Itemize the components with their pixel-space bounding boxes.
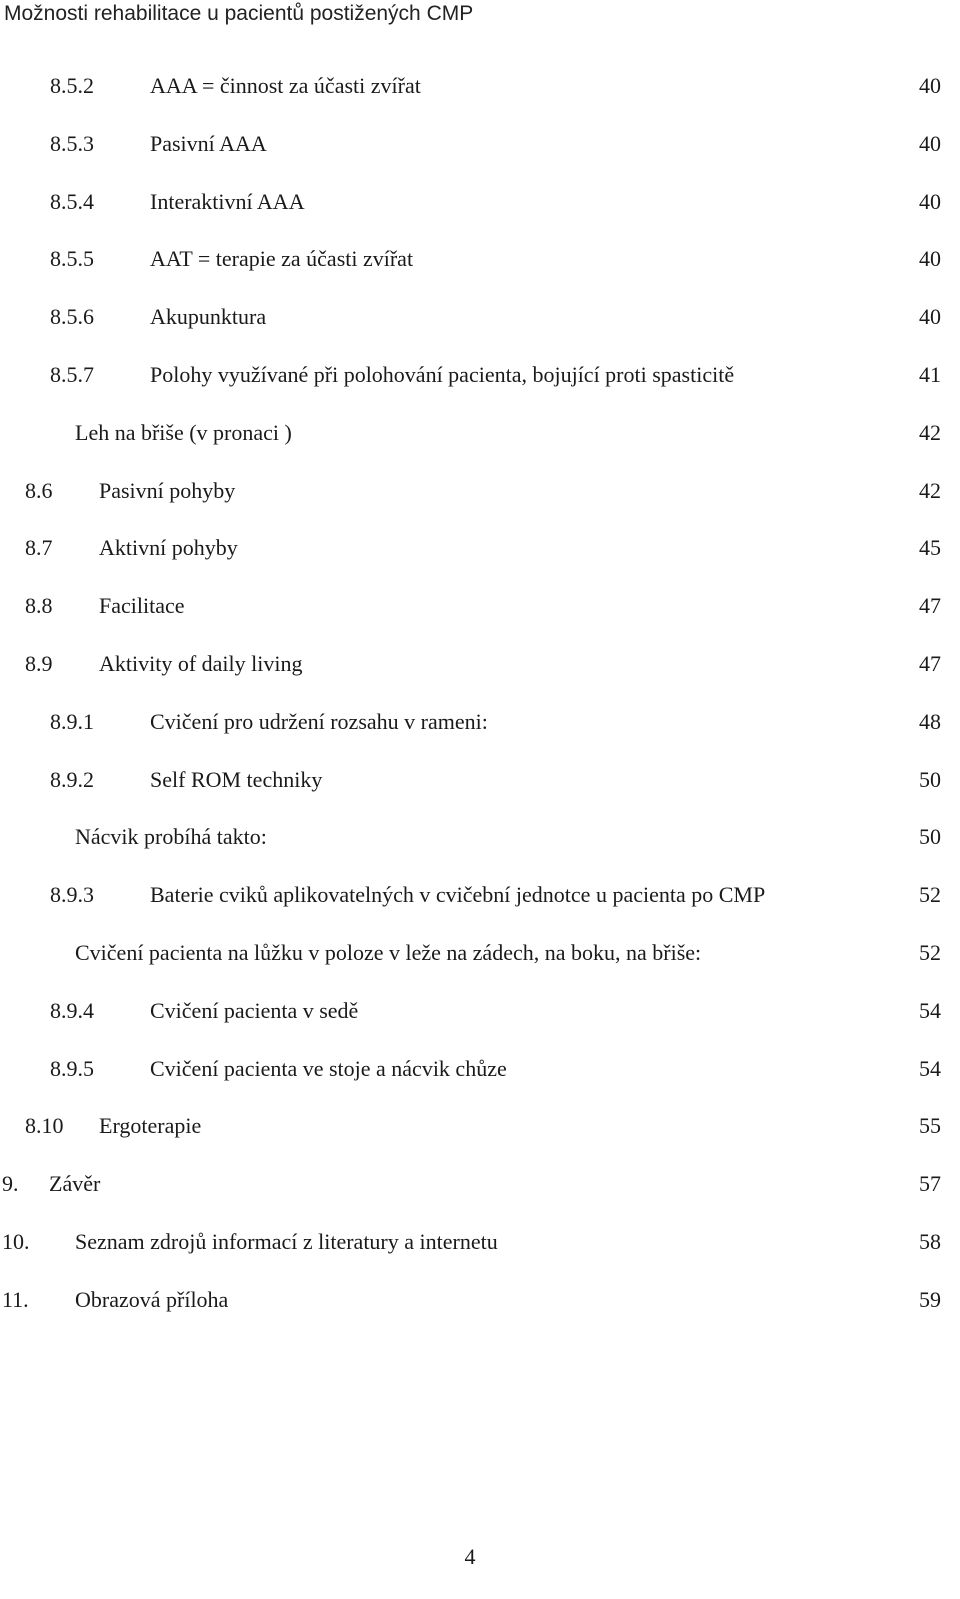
toc-entry-page: 40 xyxy=(919,188,941,214)
toc-entry-page: 40 xyxy=(919,304,941,330)
toc-entry-title: Baterie cviků aplikovatelných v cvičební jednotce u pacienta po CMP xyxy=(150,882,766,908)
toc-entry-number: 8.5.6 xyxy=(50,304,94,330)
toc-entry-page: 50 xyxy=(919,766,941,792)
toc-entry-number: 8.9.4 xyxy=(50,997,94,1023)
toc-entry[interactable] xyxy=(0,463,960,521)
toc-entry[interactable] xyxy=(0,405,960,463)
toc-entry[interactable] xyxy=(0,116,960,174)
table-of-contents xyxy=(0,58,960,1330)
toc-entry-page: 54 xyxy=(919,1055,941,1081)
toc-entry[interactable] xyxy=(0,867,960,925)
toc-entry[interactable] xyxy=(0,752,960,810)
toc-entry[interactable] xyxy=(0,520,960,578)
toc-entry-title: Nácvik probíhá takto: xyxy=(75,824,267,850)
page-number: 4 xyxy=(464,1544,476,1569)
toc-entry-title: Seznam zdrojů informací z literatury a internetu xyxy=(75,1228,498,1254)
toc-entry[interactable] xyxy=(0,578,960,636)
toc-entry-number: 9. xyxy=(2,1171,19,1197)
toc-entry-page: 52 xyxy=(919,939,941,965)
toc-entry-page: 50 xyxy=(919,824,941,850)
toc-entry-number: 8.5.5 xyxy=(50,246,94,272)
toc-entry[interactable] xyxy=(0,809,960,867)
toc-entry-number: 8.9.2 xyxy=(50,766,94,792)
toc-entry[interactable] xyxy=(0,289,960,347)
toc-entry[interactable] xyxy=(0,1041,960,1099)
toc-entry-title: Polohy využívané při polohování pacienta, bojující proti spasticitě xyxy=(150,361,735,387)
toc-entry-page: 48 xyxy=(919,708,941,734)
toc-entry-number: 10. xyxy=(2,1228,30,1254)
toc-entry-page: 47 xyxy=(919,650,941,676)
toc-entry-page: 40 xyxy=(919,246,941,272)
toc-entry-page: 54 xyxy=(919,997,941,1023)
toc-entry[interactable] xyxy=(0,983,960,1041)
toc-entry-number: 8.9.3 xyxy=(50,882,94,908)
toc-entry-title: Pasivní AAA xyxy=(150,130,267,156)
toc-entry-number: 8.5.4 xyxy=(50,188,94,214)
toc-entry-title: Závěr xyxy=(49,1171,101,1197)
toc-entry-number: 8.9.5 xyxy=(50,1055,94,1081)
toc-entry-number: 8.7 xyxy=(25,535,53,561)
toc-entry-title: Akupunktura xyxy=(150,304,267,330)
toc-entry-number: 8.5.7 xyxy=(50,361,94,387)
toc-entry-page: 42 xyxy=(919,477,941,503)
toc-entry-page: 45 xyxy=(919,535,941,561)
toc-entry-title: Self ROM techniky xyxy=(150,766,323,792)
toc-entry[interactable] xyxy=(0,1272,960,1330)
toc-entry-number: 8.10 xyxy=(25,1113,64,1139)
toc-entry-title: Leh na břiše (v pronaci ) xyxy=(75,419,292,445)
toc-entry-page: 41 xyxy=(919,361,941,387)
toc-entry[interactable] xyxy=(0,231,960,289)
toc-entry-number: 11. xyxy=(2,1286,29,1312)
toc-entry-page: 40 xyxy=(919,73,941,98)
toc-entry[interactable] xyxy=(0,58,960,116)
toc-entry-title: Cvičení pacienta na lůžku v poloze v leže na zádech, na boku, na břiše: xyxy=(75,939,702,965)
toc-entry[interactable] xyxy=(0,636,960,694)
toc-entry-title: Ergoterapie xyxy=(99,1113,202,1139)
toc-entry-number: 8.8 xyxy=(25,593,53,619)
toc-entry-number: 8.5.2 xyxy=(50,73,94,98)
toc-entry-title: Aktivní pohyby xyxy=(99,535,238,561)
toc-entry-title: Obrazová příloha xyxy=(75,1286,229,1312)
toc-entry-page: 55 xyxy=(919,1113,941,1139)
toc-entry[interactable] xyxy=(0,347,960,405)
toc-entry-page: 40 xyxy=(919,130,941,156)
toc-entry[interactable] xyxy=(0,1214,960,1272)
toc-entry-title: Cvičení pro udržení rozsahu v rameni: xyxy=(150,708,488,734)
toc-entry-title: Aktivity of daily living xyxy=(99,650,303,676)
toc-entry-page: 59 xyxy=(919,1286,941,1312)
toc-entry-page: 52 xyxy=(919,882,941,908)
toc-entry-title: Cvičení pacienta v sedě xyxy=(150,997,359,1023)
toc-entry-number: 8.9.1 xyxy=(50,708,94,734)
toc-entry-page: 42 xyxy=(919,419,941,445)
toc-entry[interactable] xyxy=(0,925,960,983)
toc-entry-page: 47 xyxy=(919,593,941,619)
running-header: Možnosti rehabilitace u pacientů postižených CMP xyxy=(4,2,474,25)
toc-entry[interactable] xyxy=(0,1156,960,1214)
toc-entry[interactable] xyxy=(0,174,960,232)
toc-entry-title: Facilitace xyxy=(99,593,185,619)
toc-entry[interactable] xyxy=(0,1098,960,1156)
toc-entry-number: 8.9 xyxy=(25,650,53,676)
toc-entry-number: 8.6 xyxy=(25,477,53,503)
toc-entry-page: 57 xyxy=(919,1171,941,1197)
toc-entry-title: AAT = terapie za účasti zvířat xyxy=(150,246,414,272)
toc-entry-page: 58 xyxy=(919,1228,941,1254)
toc-entry-title: AAA = činnost za účasti zvířat xyxy=(150,73,421,98)
toc-entry-title: Pasivní pohyby xyxy=(99,477,236,503)
toc-entry-number: 8.5.3 xyxy=(50,130,94,156)
toc-entry-title: Interaktivní AAA xyxy=(150,188,305,214)
toc-entry-title: Cvičení pacienta ve stoje a nácvik chůze xyxy=(150,1055,507,1081)
toc-entry[interactable] xyxy=(0,694,960,752)
